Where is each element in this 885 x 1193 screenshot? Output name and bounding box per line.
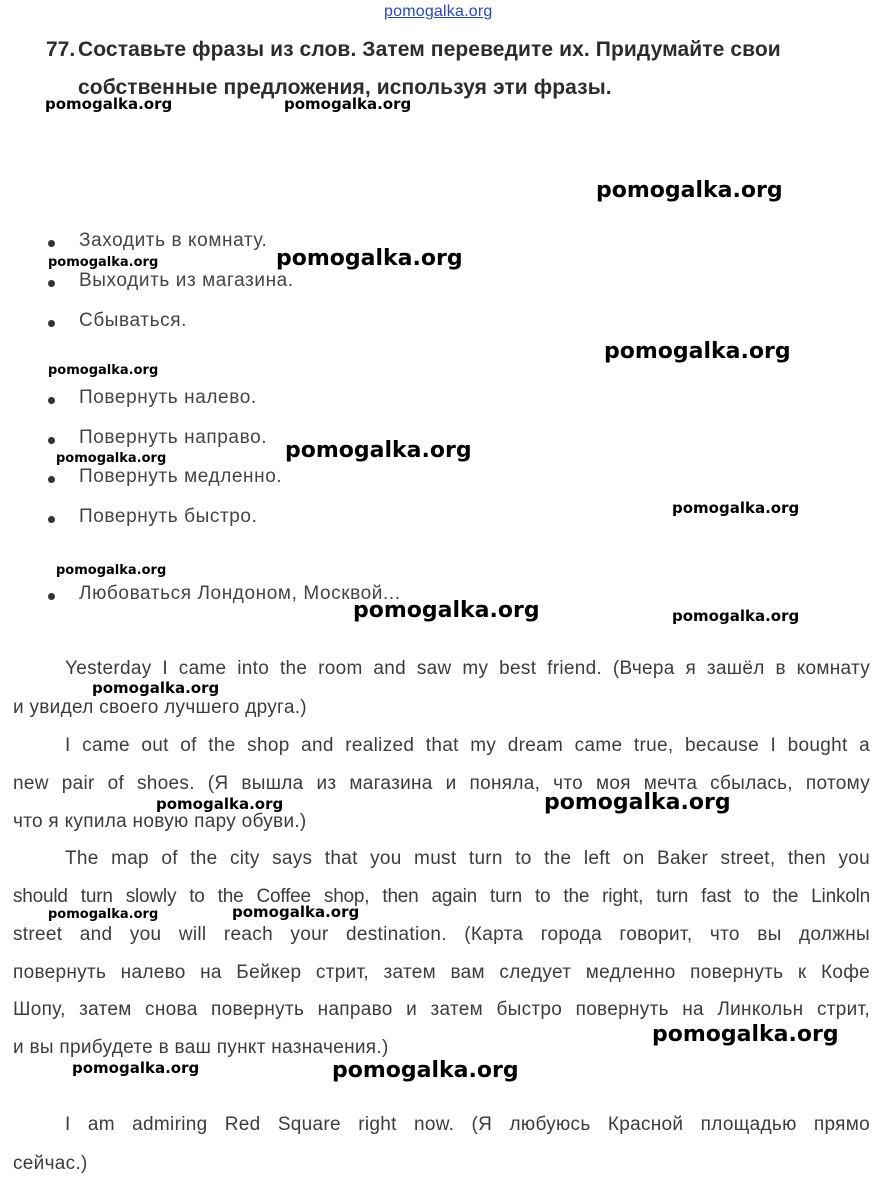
watermark: pomogalka.org — [232, 903, 360, 921]
phrase-item: Повернуть направо. — [79, 427, 268, 448]
paragraph-line: should turn slowly to the Coffee shop, then again turn to the right, turn fast to the Linkoln — [13, 886, 870, 907]
paragraph-line: и вы прибудете в ваш пункт назначения.) — [13, 1037, 389, 1058]
phrase-item: Выходить из магазина. — [79, 270, 294, 291]
bullet-icon — [48, 437, 55, 444]
watermark: pomogalka.org — [276, 246, 463, 271]
phrase-item: Повернуть налево. — [79, 387, 257, 408]
phrase-item: Повернуть быстро. — [79, 506, 258, 527]
phrase-item: Сбываться. — [79, 310, 187, 331]
watermark: pomogalka.org — [284, 95, 412, 113]
bullet-icon — [48, 240, 55, 247]
paragraph-line: Yesterday I came into the room and saw my best friend. (Вчера я зашёл в комнату — [65, 658, 870, 679]
bullet-icon — [48, 320, 55, 327]
watermark: pomogalka.org — [332, 1058, 519, 1083]
paragraph-line: Шопу, затем снова повернуть направо и затем быстро повернуть на Линкольн стрит, — [13, 999, 870, 1020]
bullet-icon — [48, 516, 55, 523]
watermark: pomogalka.org — [156, 795, 284, 813]
bullet-icon — [48, 593, 55, 600]
watermark: pomogalka.org — [596, 178, 783, 203]
watermark: pomogalka.org — [353, 598, 540, 623]
watermark: pomogalka.org — [544, 790, 731, 815]
task-number: 77. — [46, 38, 76, 61]
phrase-item: Любоваться Лондоном, Москвой... — [79, 583, 401, 604]
task-title-line-1: Составьте фразы из слов. Затем переведите их. Придумайте свои — [78, 38, 781, 61]
watermark: pomogalka.org — [92, 679, 220, 697]
watermark: pomogalka.org — [672, 499, 800, 517]
phrase-item: Заходить в комнату. — [79, 230, 268, 251]
bullet-icon — [48, 397, 55, 404]
task-title-line-2: собственные предложения, используя эти фразы. — [78, 76, 612, 99]
paragraph-line: I came out of the shop and realized that my dream came true, because I bought a — [65, 735, 870, 756]
watermark: pomogalka.org — [48, 363, 159, 378]
bullet-icon — [48, 280, 55, 287]
paragraph-line: что я купила новую пару обуви.) — [13, 811, 307, 832]
watermark: pomogalka.org — [56, 451, 167, 466]
watermark: pomogalka.org — [72, 1059, 200, 1077]
paragraph-line: I am admiring Red Square right now. (Я любуюсь Красной площадью прямо — [65, 1114, 870, 1135]
paragraph-line: повернуть налево на Бейкер стрит, затем вам следует медленно повернуть к Кофе — [13, 962, 870, 983]
paragraph-line: сейчас.) — [13, 1153, 88, 1174]
watermark: pomogalka.org — [48, 255, 159, 270]
paragraph-line: new pair of shoes. (Я вышла из магазина и поняла, что моя мечта сбылась, потому — [13, 773, 870, 794]
watermark: pomogalka.org — [652, 1022, 839, 1047]
bullet-icon — [48, 476, 55, 483]
watermark: pomogalka.org — [45, 95, 173, 113]
paragraph-line: The map of the city says that you must turn to the left on Baker street, then you — [65, 848, 870, 869]
watermark: pomogalka.org — [48, 907, 159, 922]
paragraph-line: и увидел своего лучшего друга.) — [13, 697, 307, 718]
watermark: pomogalka.org — [56, 563, 167, 578]
phrase-item: Повернуть медленно. — [79, 466, 283, 487]
watermark: pomogalka.org — [604, 339, 791, 364]
watermark: pomogalka.org — [672, 607, 800, 625]
paragraph-line: street and you will reach your destination. (Карта города говорит, что вы должны — [13, 924, 870, 945]
site-header-link[interactable]: pomogalka.org — [384, 3, 493, 20]
watermark: pomogalka.org — [285, 438, 472, 463]
